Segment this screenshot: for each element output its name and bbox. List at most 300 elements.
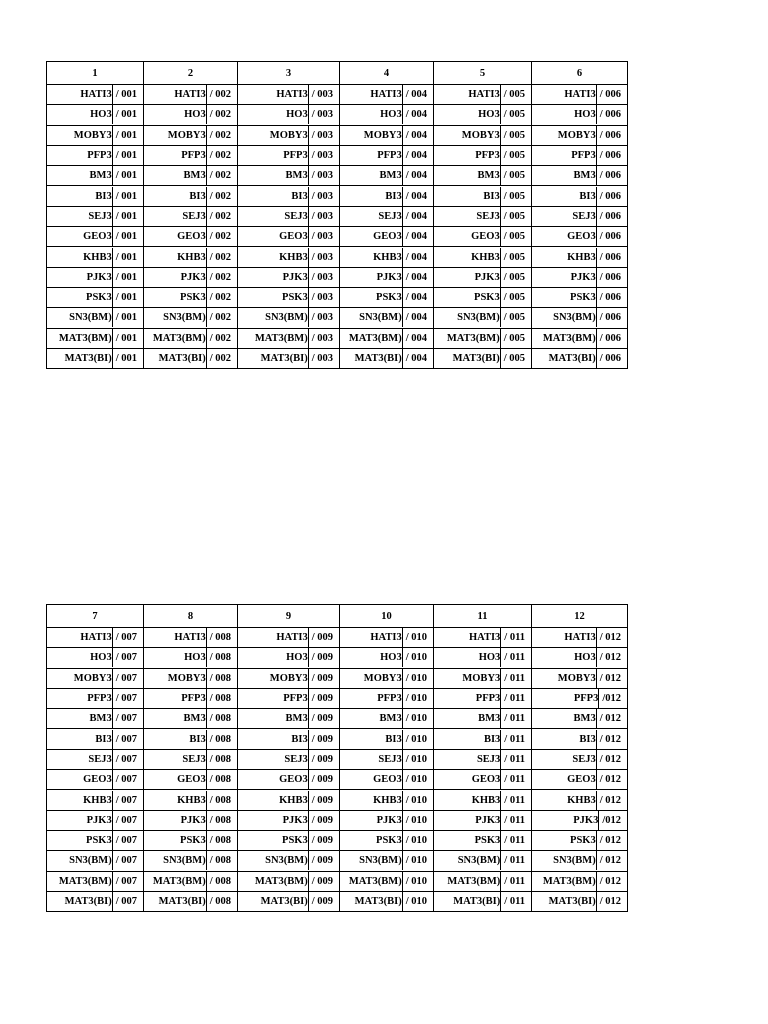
separator: /	[405, 733, 412, 745]
class-number: 011	[509, 693, 525, 705]
separator: /	[405, 271, 412, 283]
separator: /	[504, 713, 510, 725]
class-number: 011	[509, 672, 525, 684]
column-number-header: 12	[532, 605, 628, 628]
separator: /	[504, 753, 510, 765]
separator: /	[405, 312, 412, 324]
separator: /	[209, 875, 216, 887]
separator: /	[311, 693, 318, 705]
subject-code: MAT3(BI)	[65, 892, 113, 911]
table-cell	[532, 830, 628, 850]
separator: /	[115, 814, 122, 826]
subject-code: BI3	[95, 187, 112, 206]
subject-code: SN3(BM)	[553, 851, 597, 870]
separator: /	[209, 150, 216, 162]
table-cell	[47, 247, 144, 267]
subject-code: GEO3	[177, 770, 207, 789]
separator: /	[599, 170, 606, 182]
table-cell	[532, 186, 628, 206]
separator: /	[599, 129, 606, 141]
subject-code: GEO3	[279, 227, 309, 246]
table-cell	[47, 830, 144, 850]
class-number: 007	[121, 753, 137, 765]
subject-code: HATI3	[276, 628, 308, 647]
table-cell	[238, 648, 340, 668]
class-number: 010	[411, 875, 427, 887]
subject-code: PJK3	[571, 268, 597, 287]
subject-code: PFP3	[571, 146, 597, 165]
class-number: 009	[317, 835, 333, 847]
class-number: 002	[215, 251, 231, 263]
subject-row	[47, 729, 628, 749]
class-number: 004	[411, 231, 427, 243]
separator: /	[209, 292, 216, 304]
table-cell	[144, 206, 238, 226]
subject-row	[47, 125, 628, 145]
table-cell	[144, 267, 238, 287]
class-number: 011	[509, 875, 525, 887]
class-number: 005	[509, 231, 525, 243]
separator: /	[405, 292, 412, 304]
separator: /	[311, 89, 318, 101]
subject-row	[47, 166, 628, 186]
table-cell	[144, 810, 238, 830]
class-number: 011	[509, 774, 525, 786]
class-number: 005	[509, 210, 525, 222]
subject-code: MAT3(BM)	[59, 329, 113, 348]
table-cell	[434, 267, 532, 287]
separator: /	[599, 733, 606, 745]
subject-code: PFP3	[283, 689, 309, 708]
subject-code: MAT3(BI)	[453, 349, 501, 368]
separator: /	[405, 632, 412, 644]
separator: /	[311, 190, 318, 202]
subject-code: SN3(BM)	[265, 308, 309, 327]
table-cell	[47, 227, 144, 247]
column-number-header: 9	[238, 605, 340, 628]
subject-code: BM3	[380, 709, 403, 728]
subject-code: HATI3	[370, 628, 402, 647]
separator: /	[503, 292, 510, 304]
class-number: 005	[509, 170, 525, 182]
subject-code: MAT3(BM)	[153, 872, 207, 891]
subject-code: PSK3	[570, 288, 597, 307]
subject-code: MAT3(BM)	[153, 329, 207, 348]
class-number: 008	[215, 713, 231, 725]
class-number: 007	[121, 693, 137, 705]
class-number: 008	[215, 855, 231, 867]
subject-row	[47, 790, 628, 810]
subject-row	[47, 830, 628, 850]
class-number: 010	[411, 713, 427, 725]
separator: /	[504, 814, 510, 826]
subject-code: PFP3	[181, 689, 207, 708]
separator: /	[115, 109, 122, 121]
table-cell	[144, 790, 238, 810]
separator: /	[311, 733, 318, 745]
separator: /	[599, 190, 606, 202]
separator: /	[209, 170, 216, 182]
class-number: 011	[509, 652, 525, 664]
table-cell	[47, 891, 144, 911]
separator: /	[599, 332, 606, 344]
class-number: 006	[605, 210, 621, 222]
table-cell	[144, 186, 238, 206]
class-number: 003	[317, 170, 333, 182]
subject-code: HO3	[478, 105, 501, 124]
bottom-sheet-table	[46, 604, 628, 912]
table-cell	[340, 688, 434, 708]
separator: /	[405, 332, 412, 344]
separator: /	[209, 652, 216, 664]
subject-code: KHB3	[567, 248, 597, 267]
table-cell	[144, 709, 238, 729]
table-cell	[434, 206, 532, 226]
header-row	[47, 605, 628, 628]
class-number: 001	[121, 312, 137, 324]
class-number: 012	[605, 794, 621, 806]
subject-code: SEJ3	[378, 750, 402, 769]
subject-code: PJK3	[181, 811, 207, 830]
class-number: 005	[509, 109, 525, 121]
separator: /	[311, 814, 318, 826]
subject-code: KHB3	[373, 791, 403, 810]
table-cell	[238, 729, 340, 749]
table-cell	[532, 688, 628, 708]
separator: /	[311, 353, 318, 364]
separator: /	[115, 231, 122, 243]
subject-code: KHB3	[177, 248, 207, 267]
class-number: 010	[411, 733, 427, 745]
table-cell	[238, 709, 340, 729]
subject-code: BM3	[286, 166, 309, 185]
separator: /	[311, 292, 318, 304]
separator: /	[503, 251, 510, 263]
table-cell	[532, 628, 628, 648]
table-cell	[144, 348, 238, 368]
class-number: 006	[605, 190, 621, 202]
subject-code: PFP3	[377, 689, 403, 708]
class-number: 003	[317, 353, 333, 364]
subject-code: BI3	[95, 730, 112, 749]
class-number: 008	[215, 774, 231, 786]
subject-code: HO3	[286, 648, 309, 667]
separator: /	[311, 632, 318, 644]
separator: /	[503, 190, 510, 202]
subject-code: MOBY3	[74, 669, 113, 688]
class-number: 011	[509, 896, 525, 907]
separator: /	[311, 652, 318, 664]
table-cell	[238, 628, 340, 648]
table-cell	[144, 145, 238, 165]
separator: /	[209, 353, 216, 364]
class-number: 012	[605, 896, 621, 907]
subject-code: MOBY3	[462, 126, 501, 145]
separator: /	[311, 896, 318, 907]
table-cell	[47, 749, 144, 769]
table-cell	[340, 186, 434, 206]
separator: /	[115, 693, 122, 705]
separator: /	[602, 693, 606, 705]
column-number-header: 5	[434, 62, 532, 85]
table-cell	[238, 125, 340, 145]
subject-code: PJK3	[87, 268, 113, 287]
class-number: 001	[121, 129, 137, 141]
class-number: 006	[605, 312, 621, 324]
class-number: 010	[411, 774, 427, 786]
subject-code: HO3	[90, 105, 113, 124]
separator: /	[115, 652, 122, 664]
class-number: 010	[411, 794, 427, 806]
subject-row	[47, 85, 628, 105]
table-cell	[47, 648, 144, 668]
separator: /	[405, 855, 412, 867]
subject-row	[47, 227, 628, 247]
class-number: 007	[121, 794, 137, 806]
class-number: 012	[605, 814, 621, 826]
subject-row	[47, 186, 628, 206]
class-number: 009	[317, 875, 333, 887]
subject-code: HO3	[380, 105, 403, 124]
class-number: 006	[605, 129, 621, 141]
table-cell	[434, 105, 532, 125]
separator: /	[311, 332, 318, 344]
class-number: 003	[317, 292, 333, 304]
separator: /	[503, 109, 510, 121]
subject-row	[47, 206, 628, 226]
subject-code: SEJ3	[182, 750, 206, 769]
table-cell	[340, 709, 434, 729]
separator: /	[599, 210, 606, 222]
class-number: 007	[121, 713, 137, 725]
table-cell	[532, 267, 628, 287]
table-cell	[47, 790, 144, 810]
class-number: 003	[317, 271, 333, 283]
class-number: 012	[605, 875, 621, 887]
separator: /	[115, 353, 122, 364]
table-cell	[238, 267, 340, 287]
class-number: 002	[215, 190, 231, 202]
separator: /	[599, 774, 606, 786]
subject-code: KHB3	[83, 791, 113, 810]
table-cell	[340, 247, 434, 267]
table-cell	[532, 166, 628, 186]
subject-code: PSK3	[282, 831, 309, 850]
subject-code: HATI3	[174, 628, 206, 647]
class-number: 002	[215, 332, 231, 344]
table-cell	[238, 810, 340, 830]
table-cell	[434, 770, 532, 790]
subject-code: HATI3	[80, 85, 112, 104]
class-number: 005	[509, 312, 525, 324]
subject-code: PJK3	[475, 268, 501, 287]
class-number: 005	[509, 271, 525, 283]
subject-row	[47, 267, 628, 287]
separator: /	[599, 292, 606, 304]
table-cell	[238, 206, 340, 226]
class-number: 011	[509, 733, 525, 745]
table-cell	[238, 668, 340, 688]
subject-row	[47, 688, 628, 708]
subject-code: MAT3(BM)	[255, 329, 309, 348]
separator: /	[209, 733, 216, 745]
separator: /	[311, 713, 318, 725]
subject-code: PFP3	[475, 146, 501, 165]
subject-code: SN3(BM)	[553, 308, 597, 327]
class-number: 012	[605, 835, 621, 847]
column-number-header: 8	[144, 605, 238, 628]
class-number: 010	[411, 753, 427, 765]
separator: /	[209, 753, 216, 765]
table-cell	[434, 709, 532, 729]
subject-code: MOBY3	[558, 126, 597, 145]
subject-code: BM3	[184, 709, 207, 728]
separator: /	[311, 210, 318, 222]
separator: /	[311, 170, 318, 182]
class-number: 007	[121, 896, 137, 907]
subject-code: SN3(BM)	[265, 851, 309, 870]
column-number-header: 4	[340, 62, 434, 85]
separator: /	[311, 875, 318, 887]
subject-code: PSK3	[282, 288, 309, 307]
class-number: 010	[411, 814, 427, 826]
table-cell	[532, 790, 628, 810]
class-number: 006	[605, 89, 621, 101]
subject-code: MOBY3	[270, 669, 309, 688]
subject-code: PJK3	[475, 811, 501, 830]
separator: /	[405, 251, 412, 263]
subject-code: PJK3	[377, 811, 403, 830]
separator: /	[503, 150, 510, 162]
separator: /	[599, 753, 606, 765]
table-cell	[340, 348, 434, 368]
table-cell	[238, 851, 340, 871]
top-sheet-table	[46, 61, 628, 369]
subject-code: HATI3	[276, 85, 308, 104]
table-cell	[144, 247, 238, 267]
table-cell	[434, 145, 532, 165]
separator: /	[115, 753, 122, 765]
class-number: 007	[121, 774, 137, 786]
separator: /	[115, 129, 122, 141]
class-number: 011	[509, 632, 525, 644]
separator: /	[503, 312, 510, 324]
separator: /	[405, 774, 412, 786]
separator: /	[311, 312, 318, 324]
class-number: 007	[121, 672, 137, 684]
subject-code: PSK3	[376, 288, 403, 307]
table-cell	[340, 668, 434, 688]
table-cell	[238, 688, 340, 708]
table-cell	[144, 668, 238, 688]
separator: /	[504, 733, 510, 745]
subject-code: PJK3	[87, 811, 113, 830]
table-cell	[434, 166, 532, 186]
table-cell	[340, 749, 434, 769]
separator: /	[405, 353, 412, 364]
subject-row	[47, 709, 628, 729]
separator: /	[209, 332, 216, 344]
class-number: 004	[411, 292, 427, 304]
table-cell	[47, 668, 144, 688]
table-cell	[340, 648, 434, 668]
separator: /	[115, 150, 122, 162]
table-cell	[144, 287, 238, 307]
table-cell	[144, 830, 238, 850]
subject-code: KHB3	[472, 791, 502, 810]
subject-row	[47, 810, 628, 830]
subject-code: PFP3	[181, 146, 207, 165]
subject-code: HO3	[90, 648, 113, 667]
separator: /	[115, 632, 122, 644]
separator: /	[115, 271, 122, 283]
table-cell	[47, 770, 144, 790]
subject-code: GEO3	[177, 227, 207, 246]
table-cell	[47, 125, 144, 145]
subject-code: PFP3	[476, 689, 502, 708]
class-number: 012	[605, 672, 621, 684]
table-cell	[340, 790, 434, 810]
separator: /	[405, 896, 412, 907]
subject-code: PJK3	[181, 268, 207, 287]
subject-row	[47, 287, 628, 307]
table-cell	[532, 206, 628, 226]
table-cell	[144, 125, 238, 145]
class-number: 012	[605, 652, 621, 664]
table-cell	[340, 308, 434, 328]
class-number: 004	[411, 332, 427, 344]
table-cell	[532, 810, 628, 830]
subject-code: SEJ3	[182, 207, 206, 226]
separator: /	[503, 231, 510, 243]
class-number: 006	[605, 109, 621, 121]
class-number: 004	[411, 271, 427, 283]
table-cell	[434, 125, 532, 145]
table-cell	[532, 871, 628, 891]
class-number: 001	[121, 332, 137, 344]
subject-code: SEJ3	[572, 207, 596, 226]
separator: /	[209, 693, 216, 705]
class-number: 010	[411, 835, 427, 847]
separator: /	[405, 210, 412, 222]
class-number: 003	[317, 231, 333, 243]
separator: /	[599, 251, 606, 263]
column-number-header: 11	[434, 605, 532, 628]
separator: /	[115, 794, 122, 806]
subject-code: HO3	[184, 105, 207, 124]
subject-row	[47, 247, 628, 267]
table-cell	[532, 105, 628, 125]
table-cell	[238, 871, 340, 891]
table-cell	[238, 105, 340, 125]
class-number: 007	[121, 733, 137, 745]
class-number: 009	[317, 896, 333, 907]
subject-code: SEJ3	[476, 207, 500, 226]
separator: /	[405, 814, 412, 826]
subject-code: GEO3	[83, 227, 113, 246]
subject-code: BI3	[579, 187, 596, 206]
separator: /	[115, 89, 122, 101]
subject-code: PSK3	[86, 831, 113, 850]
separator: /	[599, 353, 606, 364]
table-cell	[144, 628, 238, 648]
table-cell	[144, 729, 238, 749]
class-number: 004	[411, 170, 427, 182]
separator: /	[405, 150, 412, 162]
subject-code: KHB3	[279, 791, 309, 810]
table-cell	[238, 749, 340, 769]
separator: /	[504, 693, 510, 705]
